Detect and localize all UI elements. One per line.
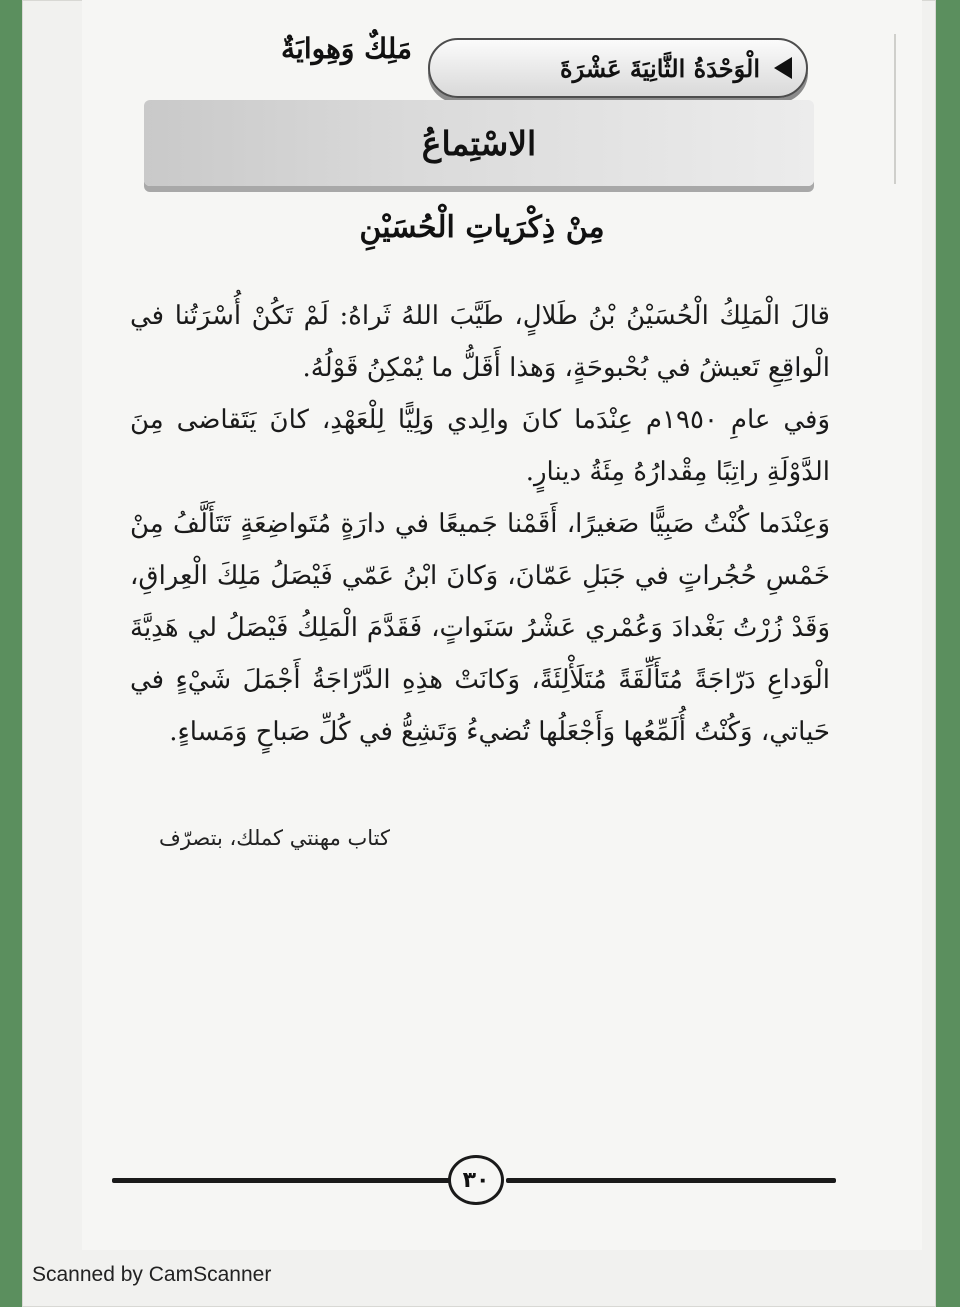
unit-theme-title: مَلِكٌ وَهِوايَةٌ: [281, 32, 412, 65]
unit-header-pill: [428, 38, 808, 98]
footer-rule-left: [112, 1178, 450, 1183]
scanned-page-frame: [22, 0, 936, 1307]
story-title: مِنْ ذِكْرَياتِ الْحُسَيْنِ: [359, 210, 605, 245]
page-number: ٣٠: [448, 1155, 504, 1205]
story-body: [130, 290, 830, 758]
unit-label: الْوَحْدَةُ الثَّانِيَةَ عَشْرَةَ: [560, 53, 760, 83]
paragraph: قالَ الْمَلِكُ الْحُسَيْنُ بْنُ طَلالٍ، طَيَّبَ اللهُ ثَراهُ: لَمْ تَكُنْ أُسْرَتُنا في الْواقِعِ تَعيشُ في بُحْبوحَةٍ، وَهذا أَقَلُّ ما يُمْكِنُ قَوْلُهُ.: [130, 301, 830, 383]
play-arrow-icon: [774, 57, 792, 79]
source-citation: كتاب مهنتي كملك، بتصرّف: [159, 826, 390, 850]
section-title: الاسْتِماعُ: [421, 123, 537, 163]
footer-rule-right: [506, 1178, 836, 1183]
page-edge-line: [894, 34, 896, 184]
section-banner: [144, 100, 814, 186]
scanner-watermark: Scanned by CamScanner: [32, 1263, 272, 1286]
paragraph: وَعِنْدَما كُنْتُ صَبِيًّا صَغيرًا، أَقَمْنا جَميعًا في دارَةٍ مُتَواضِعَةٍ تَتَأَلَّفُ مِنْ خَمْسِ حُجُراتٍ في جَبَلِ عَمّانَ، وَكانَ ابْنُ عَمّي فَيْصَلُ مَلِكَ الْعِراقِ، وَقَدْ زُرْتُ بَغْدادَ وَعُمْري عَشْرُ سَنَواتٍ، فَقَدَّمَ الْمَلِكُ فَيْصَلُ لي هَدِيَّةَ الْوَداعِ دَرّاجَةً مُتَأَلِّقَةً مُتَلَأْلِئَةً، وَكانَتْ هذِهِ الدَّرّاجَةُ أَجْمَلَ شَيْءٍ في حَياتي، وَكُنْتُ أُلَمِّعُها وَأَجْعَلُها تُضيءُ وَتَشِعُّ في كُلِّ صَباحٍ وَمَساءٍ.: [130, 509, 830, 747]
paragraph: وَفي عامِ ١٩٥٠م عِنْدَما كانَ والِدي وَلِيًّا لِلْعَهْدِ، كانَ يَتَقاضى مِنَ الدَّوْلَةِ راتِبًا مِقْدارُهُ مِئَةُ دينارٍ.: [130, 405, 831, 487]
